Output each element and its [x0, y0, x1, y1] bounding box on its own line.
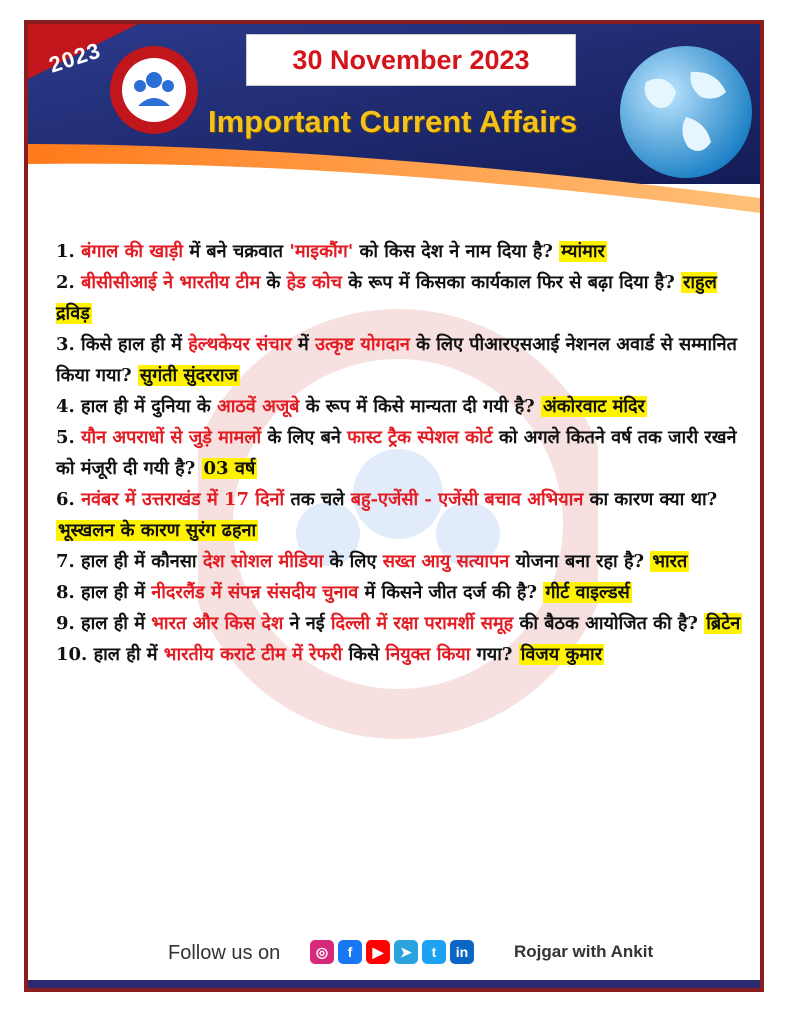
instagram-icon[interactable]: ◎ — [310, 940, 334, 964]
year-ribbon: 2023 — [45, 37, 104, 78]
page-subtitle: Important Current Affairs — [208, 104, 578, 139]
answer-highlight: विजय कुमार — [520, 644, 603, 665]
question-text: के लिए बने — [261, 427, 348, 448]
question-text: का कारण क्या था? — [583, 489, 718, 510]
answer-highlight: अंकोरवाट मंदिर — [542, 396, 645, 417]
answer-highlight: 03 वर्ष — [203, 458, 256, 479]
question-text: के — [260, 272, 287, 293]
question-keyword: सख्त आयु सत्यापन — [382, 551, 510, 572]
question-text: 9. हाल ही में — [56, 613, 152, 634]
footer-stripe — [28, 980, 760, 988]
question-text: के रूप में किसका कार्यकाल फिर से बढ़ा दिया है? — [341, 272, 682, 293]
question-text: 1. — [56, 241, 82, 262]
answer-highlight: राहुल द्रविड़ — [56, 272, 717, 324]
question-keyword: भारतीय कराटे टीम में रेफरी — [163, 644, 343, 665]
social-icons — [310, 940, 474, 964]
question-keyword: हेल्थकेयर संचार — [188, 334, 292, 355]
answer-highlight: ब्रिटेन — [706, 613, 741, 634]
question-keyword: नियुक्त किया — [385, 644, 471, 665]
date-title: 30 November 2023 — [246, 34, 576, 86]
question-text: को अगले कितने वर्ष तक जारी रखने को मंजूरी दी गयी है? — [56, 427, 737, 479]
question-text: के लिए — [323, 551, 383, 572]
question-text: में किसने जीत दर्ज की है? — [358, 582, 544, 603]
question-keyword: दिल्ली में रक्षा परामर्शी समूह — [330, 613, 514, 634]
question-keyword: बंगाल की खाड़ी — [81, 241, 184, 262]
rojgar-logo — [108, 44, 200, 136]
answer-highlight: गीर्ट वाइल्डर्स — [545, 582, 630, 603]
question-text: 8. हाल ही में — [56, 582, 152, 603]
question-text: को किस देश ने नाम दिया है? — [353, 241, 560, 262]
twitter-icon[interactable]: t — [422, 940, 446, 964]
question-keyword: भारत और किस देश — [151, 613, 284, 634]
youtube-icon[interactable]: ▶ — [366, 940, 390, 964]
question-text: 6. — [56, 489, 82, 510]
question-keyword: फास्ट ट्रैक स्पेशल कोर्ट — [347, 427, 493, 448]
question-text: के लिए पीआरएसआई नेशनल अवार्ड से सम्मानित किया गया? — [56, 334, 737, 386]
question-text: योजना बना रहा है? — [509, 551, 651, 572]
question-keyword: बहु-एजेंसी - एजेंसी बचाव अभियान — [350, 489, 584, 510]
answer-highlight: भूस्खलन के कारण सुरंग ढहना — [58, 520, 257, 541]
question-text: के रूप में किसे मान्यता दी गयी है? — [299, 396, 541, 417]
question-item — [56, 391, 756, 422]
telegram-icon[interactable]: ➤ — [394, 940, 418, 964]
question-item — [56, 422, 756, 484]
footer-bar — [28, 928, 760, 988]
answer-highlight: म्यांमार — [561, 241, 605, 262]
question-keyword: नवंबर में उत्तराखंड में 17 दिनों — [81, 489, 285, 510]
question-keyword: नीदरलैंड में संपन्न संसदीय चुनाव — [151, 582, 359, 603]
question-keyword: हेड कोच — [286, 272, 342, 293]
question-text: ने नई — [283, 613, 331, 634]
brand-name: Rojgar with Ankit — [514, 942, 654, 961]
question-item — [56, 236, 756, 267]
question-item — [56, 608, 756, 639]
question-text: 5. — [56, 427, 82, 448]
question-item — [56, 639, 756, 670]
question-keyword: आठवें अजूबे — [216, 396, 300, 417]
linkedin-icon[interactable]: in — [450, 940, 474, 964]
question-item — [56, 484, 756, 546]
question-text: 7. हाल ही में कौनसा — [56, 551, 203, 572]
question-list — [56, 236, 756, 670]
question-text: किसे — [342, 644, 386, 665]
question-item — [56, 329, 756, 391]
follow-label: Follow us on — [168, 942, 281, 964]
question-text: तक चले — [284, 489, 351, 510]
question-text: 10. हाल ही में — [56, 644, 164, 665]
question-keyword: बीसीसीआई ने भारतीय टीम — [81, 272, 261, 293]
header-banner — [28, 24, 760, 224]
question-text: गया? — [470, 644, 519, 665]
question-text: में बने चक्रवात — [183, 241, 290, 262]
answer-highlight: सुगंती सुंदरराज — [139, 365, 238, 386]
question-keyword: उत्कृष्ट योगदान — [315, 334, 410, 355]
question-text: की बैठक आयोजित की है? — [513, 613, 705, 634]
question-item — [56, 577, 756, 608]
globe-icon — [616, 42, 756, 182]
question-keyword: देश सोशल मीडिया — [202, 551, 324, 572]
question-item — [56, 267, 756, 329]
question-keyword: यौन अपराधों से जुड़े मामलों — [81, 427, 262, 448]
question-text: 3. किसे हाल ही में — [56, 334, 189, 355]
facebook-icon[interactable]: f — [338, 940, 362, 964]
question-text: 2. — [56, 272, 82, 293]
answer-highlight: भारत — [652, 551, 688, 572]
question-item — [56, 546, 756, 577]
question-text: में — [291, 334, 316, 355]
question-text: 4. हाल ही में दुनिया के — [56, 396, 217, 417]
poster-frame — [24, 20, 764, 992]
question-keyword: 'माइकौंग' — [289, 241, 354, 262]
